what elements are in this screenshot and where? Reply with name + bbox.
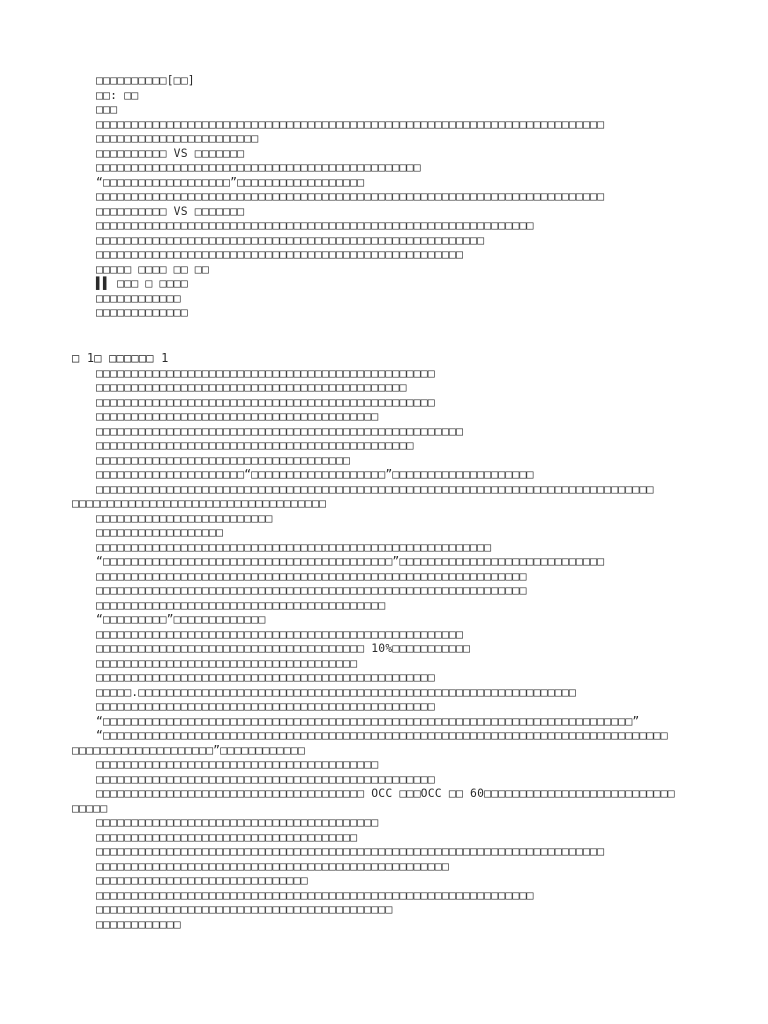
- paragraph-line: □□□□□□□□□□□□□□□□□□□□□□□□□□□□□□□□□□□□□□□□□□□□□□□□□□□□□□□□□□□□□: [96, 583, 527, 597]
- paragraph-line: □□□□□□□□□□□□□□□□□□□□□□□□□□□□□□□□□□□□□□□□□□□□□□□□□□□□: [96, 423, 464, 438]
- front-matter-line: □□□□□□□□□□□□□□□□□□□□□□□□□□□□□□□□□□□□□□□□□□□□□□□□□□□□□□□□□□□□□□□□□□□□□□□□: [96, 189, 605, 203]
- paragraph-line: □□□□□□□□□□□□□□□□□□□□□□□□□□□□□□□□□□□□□□□□□□: [96, 902, 393, 916]
- paragraph-line: □□□□□□□□□□□□□□□□□□□□□□□□□□□□□□□□□□□□□□□□□□□□□: [96, 438, 414, 452]
- front-matter-line: □□□□□□□□□□□□□□□□□□□□□□□□□□□□□□□□□□□□□□□□□□□□□□□□□□□□□□□□□□□□□□: [96, 218, 534, 232]
- front-matter-line: □□□□□□□□□□□□□□□□□□□□□□□□□□□□□□□□□□□□□□□□□□□□□□: [96, 160, 421, 174]
- paragraph-line: □□□□□□□□□□□□□□□□□□□□□□□□□□□□□□□□□□□□□: [96, 655, 358, 670]
- paragraph-line: □□□□□.□□□□□□□□□□□□□□□□□□□□□□□□□□□□□□□□□□□□□□□□□□□□□□□□□□□□□□□□□□□□□□: [96, 684, 576, 699]
- paragraph-line: □□□□□□□□□□□□□□□□□□□□□□□□□□□□□□□□□□□□□□□□□□□□□□□□□□□□□□□□□□□□□: [96, 568, 527, 583]
- front-matter: [72, 73, 712, 320]
- paragraph-line: □□□□□□□□□□□□□□□□□□□□□□□□□□□□□□□□□□□□□□□□□□□□□□□□: [96, 699, 435, 713]
- paragraph-line: “□□□□□□□□□□□□□□□□□□□□□□□□□□□□□□□□□□□□□□□□□□□□□□□□□□□□□□□□□□□□□□□□□□□□□□□□□□□”: [96, 713, 640, 728]
- front-matter-line: □□□□□□□□□□ VS □□□□□□□: [96, 203, 245, 218]
- front-matter-line: □□□□□ □□□□ □□ □□: [96, 261, 209, 276]
- front-matter-line: □□□□□□□□□□[□□]: [96, 73, 195, 87]
- paragraph-line: □□□□□□□□□□□□□□□□□□□□□□□□□□□□□□□□□□□□□□□□□□□□□□□□: [96, 394, 435, 409]
- paragraph-line: □□□□□□□□□□□□□□□□□□: [96, 525, 224, 539]
- paragraph-line: □□□□□□□□□□□□□□□□□□□□□“□□□□□□□□□□□□□□□□□□□”□□□□□□□□□□□□□□□□□□□□: [96, 467, 534, 481]
- paragraph-line: □□□□□□□□□□□□□□□□□□□□”□□□□□□□□□□□□: [72, 742, 305, 757]
- paragraph-line: □□□□□□□□□□□□□□□□□□□□□□□□□□□□□□□□□□□□□: [96, 829, 358, 844]
- paragraph-line: □□□□□□□□□□□□□□□□□□□□□□□□□□□□□□□□□□□□□□□□: [96, 815, 379, 829]
- paragraph-line: □□□□□□□□□□□□□□□□□□□□□□□□□□□□□□□□□□□□□□□□□□□□□□□□□□□□□□□□□□□□□□□□□□□□□□□□: [96, 844, 605, 858]
- front-matter-line: □□□□□□□□□□□□□: [96, 305, 188, 319]
- front-matter-line: ▌▌ □□□ □ □□□□: [96, 276, 188, 290]
- chapter-body: [72, 351, 712, 931]
- paragraph-line: □□□□□□□□□□□□□□□□□□□□□□□□□□□□□□□□□□□□□□□□□□□□: [96, 380, 407, 394]
- front-matter-line: □□□□□□□□□□□□□□□□□□□□□□□: [96, 131, 259, 145]
- chapter-title: □ 1□ □□□□□□ 1: [72, 351, 169, 365]
- paragraph-line: □□□□□□□□□□□□□□□□□□□□□□□□□□□□□□□□□□□□□□□□□□□□□□□□: [96, 670, 435, 684]
- front-matter-line: □□: □□: [96, 87, 139, 102]
- paragraph-line: □□□□□□□□□□□□□□□□□□□□□□□□□□□□□□□□□□□□□□□□□□□□□□□□□□□□□□□□□□□□□□□□□□□□□□□□□□□□□□□: [96, 481, 654, 496]
- front-matter-line: □□□□□□□□□□□□□□□□□□□□□□□□□□□□□□□□□□□□□□□□□□□□□□□□□□□□: [96, 247, 464, 261]
- paragraph-line: □□□□□□□□□□□□□□□□□□□□□□□□□□□□□□□□□□□□□□□□□□□□□□□□: [96, 365, 435, 380]
- front-matter-line: □□□□□□□□□□□□: [96, 290, 181, 305]
- paragraph-line: □□□□□□□□□□□□□□□□□□□□□□□□□□□□□□□□□□□□□□□□□□□□□□□□: [96, 771, 435, 786]
- paragraph-line: □□□□□□□□□□□□□□□□□□□□□□□□□□□□□□□□□□□□□□□□□□□□□□□□□□□□□□□□: [96, 539, 492, 554]
- paragraph-line: □□□□□□□□□□□□□□□□□□□□□□□□□□□□□□□□□□□□□□□□: [96, 757, 379, 771]
- paragraph-line: □□□□□□□□□□□□□□□□□□□□□□□□□□□□□□: [96, 873, 308, 887]
- front-matter-line: □□□□□□□□□□ VS □□□□□□□: [96, 145, 245, 160]
- front-matter-line: “□□□□□□□□□□□□□□□□□□”□□□□□□□□□□□□□□□□□□: [96, 174, 365, 189]
- paragraph-line: □□□□□□□□□□□□□□□□□□□□□□□□□□□□□□□□□□□□□□□□□□□□□□□□□□□□: [96, 626, 464, 641]
- paragraph-line: □□□□□□□□□□□□□□□□□□□□□□□□□□□□□□□□□□□□: [72, 496, 327, 510]
- paragraph-line: “□□□□□□□□□□□□□□□□□□□□□□□□□□□□□□□□□□□□□□□□□”□□□□□□□□□□□□□□□□□□□□□□□□□□□□□: [96, 554, 605, 568]
- paragraph-line: □□□□□□□□□□□□: [96, 916, 181, 931]
- paragraph-line: □□□□□□□□□□□□□□□□□□□□□□□□□□□□□□□□□□□□□□□□□: [96, 597, 386, 612]
- paragraph-line: “□□□□□□□□□”□□□□□□□□□□□□□: [96, 612, 266, 626]
- paragraph-line: □□□□□□□□□□□□□□□□□□□□□□□□□□□□□□□□□□□□□□ 10%□□□□□□□□□□□: [96, 641, 471, 655]
- front-matter-line: □□□: [96, 102, 118, 116]
- front-matter-line: □□□□□□□□□□□□□□□□□□□□□□□□□□□□□□□□□□□□□□□□□□□□□□□□□□□□□□□□□□□□□□□□□□□□□□□□: [96, 116, 605, 131]
- paragraph-line: □□□□□: [72, 800, 108, 815]
- paragraph-line: □□□□□□□□□□□□□□□□□□□□□□□□□□□□□□□□□□□□□□□□□□□□□□□□□□: [96, 858, 449, 873]
- paragraph-line: □□□□□□□□□□□□□□□□□□□□□□□□□□□□□□□□□□□□□□□□: [96, 409, 379, 423]
- paragraph-line: □□□□□□□□□□□□□□□□□□□□□□□□□□□□□□□□□□□□□□□□□□□□□□□□□□□□□□□□□□□□□□: [96, 887, 534, 902]
- front-matter-line: □□□□□□□□□□□□□□□□□□□□□□□□□□□□□□□□□□□□□□□□□□□□□□□□□□□□□□□: [96, 232, 485, 247]
- paragraph-line: □□□□□□□□□□□□□□□□□□□□□□□□□□□□□□□□□□□□□□ OCC □□□OCC □□ 60□□□□□□□□□□□□□□□□□□□□□□□□□□□: [96, 786, 675, 800]
- paragraph-line: □□□□□□□□□□□□□□□□□□□□□□□□□: [96, 510, 273, 525]
- paragraph-line: □□□□□□□□□□□□□□□□□□□□□□□□□□□□□□□□□□□□: [96, 452, 351, 467]
- paragraph-line: “□□□□□□□□□□□□□□□□□□□□□□□□□□□□□□□□□□□□□□□□□□□□□□□□□□□□□□□□□□□□□□□□□□□□□□□□□□□□□□□□: [96, 728, 668, 742]
